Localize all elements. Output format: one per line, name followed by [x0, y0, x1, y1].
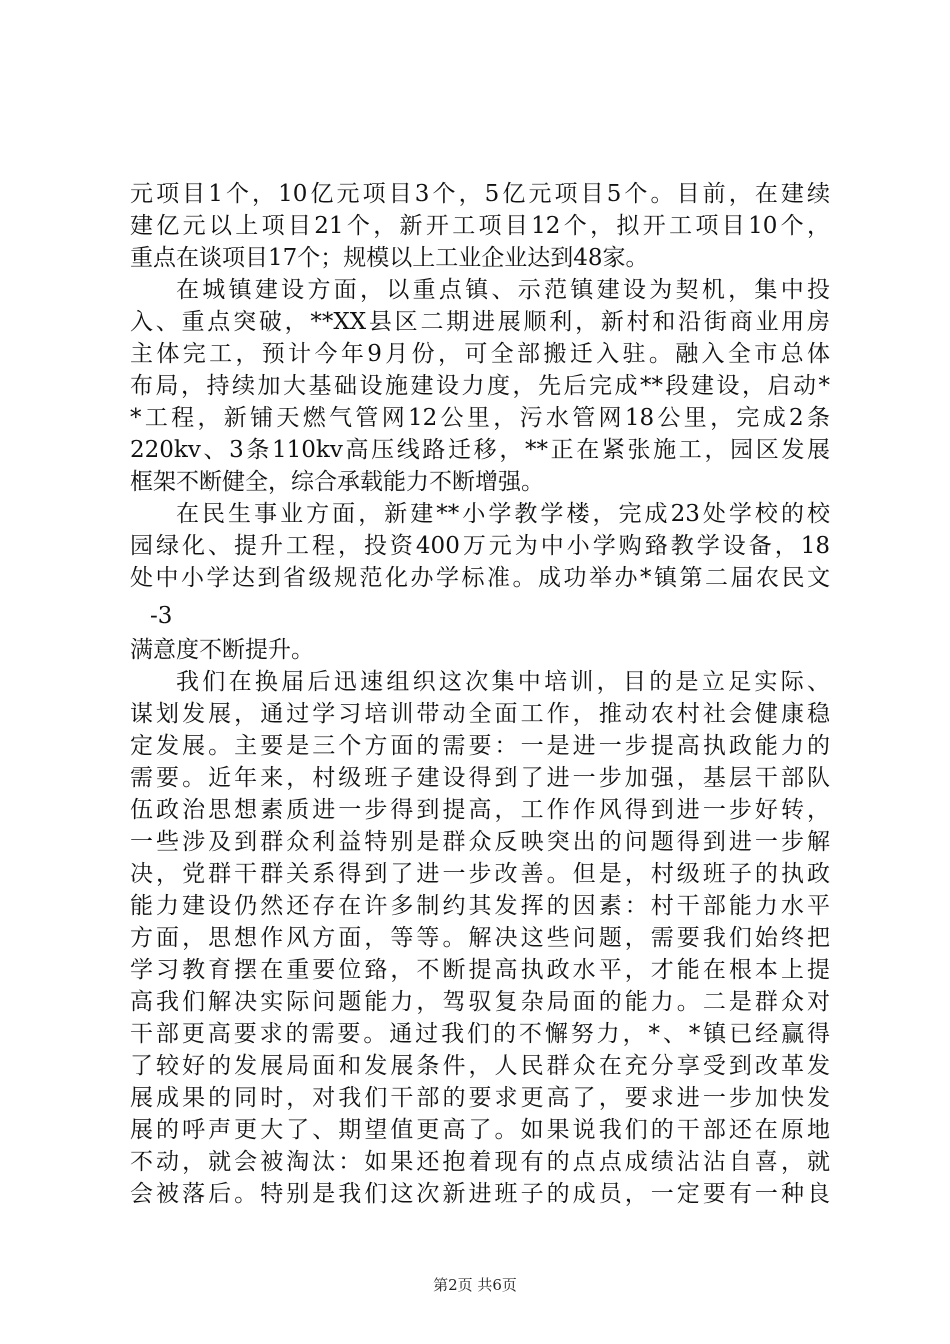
text-line: 能力建设仍然还存在许多制约其发挥的因素：村干部能力水平 [130, 893, 830, 919]
text-line: 需要。近年来，村级班子建设得到了进一步加强，基层干部队 [130, 765, 830, 791]
page-footer: 第2页 共6页 [433, 1276, 517, 1294]
text-line: 方面，思想作风方面，等等。解决这些问题，需要我们始终把 [130, 925, 830, 951]
text-line: 在民生事业方面，新建**小学教学楼，完成23处学校的校 [176, 501, 830, 527]
text-line: 展成果的同时，对我们干部的要求更高了，要求进一步加快发 [130, 1085, 830, 1111]
text-line: 了较好的发展局面和发展条件，人民群众在充分享受到改革发 [130, 1053, 830, 1079]
text-line: 园绿化、提升工程，投资400万元为中小学购臵教学设备，18 [130, 533, 830, 559]
text-line: 入、重点突破，**XX县区二期进展顺利，新村和沿街商业用房 [130, 309, 830, 335]
text-line: 220kv、3条110kv高压线路迁移，**正在紧张施工，园区发展 [130, 437, 830, 463]
text-line: 伍政治思想素质进一步得到提高，工作作风得到进一步好转， [130, 797, 830, 823]
page-marker: -3 [150, 603, 173, 629]
text-line: 重点在谈项目17个；规模以上工业企业达到48家。 [130, 245, 649, 271]
text-line: 学习教育摆在重要位臵，不断提高执政水平，才能在根本上提 [130, 957, 830, 983]
text-line: 布局，持续加大基础设施建设力度，先后完成**段建设，启动* [130, 373, 830, 399]
text-line: 一些涉及到群众利益特别是群众反映突出的问题得到进一步解 [130, 829, 830, 855]
text-line: 框架不断健全，综合承载能力不断增强。 [130, 469, 544, 495]
text-line: 展的呼声更大了、期望值更高了。如果说我们的干部还在原地 [130, 1117, 830, 1143]
text-line: 决，党群干群关系得到了进一步改善。但是，村级班子的执政 [130, 861, 830, 887]
text-line: 定发展。主要是三个方面的需要：一是进一步提高执政能力的 [130, 733, 830, 759]
text-line: 谋划发展，通过学习培训带动全面工作，推动农村社会健康稳 [130, 701, 830, 727]
text-line: 我们在换届后迅速组织这次集中培训，目的是立足实际、 [176, 669, 830, 695]
text-line: 高我们解决实际问题能力，驾驭复杂局面的能力。二是群众对 [130, 989, 830, 1015]
text-block-top [130, 178, 830, 594]
text-line: 在城镇建设方面，以重点镇、示范镇建设为契机，集中投 [176, 277, 830, 303]
text-line: 满意度不断提升。 [130, 637, 314, 663]
text-line: 建亿元以上项目21个，新开工项目12个，拟开工项目10个， [130, 213, 830, 239]
text-line: 干部更高要求的需要。通过我们的不懈努力，*、*镇已经赢得 [130, 1021, 830, 1047]
text-line: 主体完工，预计今年9月份，可全部搬迁入驻。融入全市总体 [130, 341, 830, 367]
text-block-bottom [130, 634, 830, 1210]
text-line: *工程，新铺天燃气管网12公里，污水管网18公里，完成2条 [130, 405, 830, 431]
text-line: 不动，就会被淘汰：如果还抱着现有的点点成绩沾沾自喜，就 [130, 1149, 830, 1175]
text-line: 会被落后。特别是我们这次新进班子的成员，一定要有一种良 [130, 1181, 830, 1207]
text-line: 元项目1个，10亿元项目3个，5亿元项目5个。目前，在建续 [130, 181, 830, 207]
text-line: 处中小学达到省级规范化办学标准。成功举办*镇第二届农民文 [130, 565, 830, 591]
